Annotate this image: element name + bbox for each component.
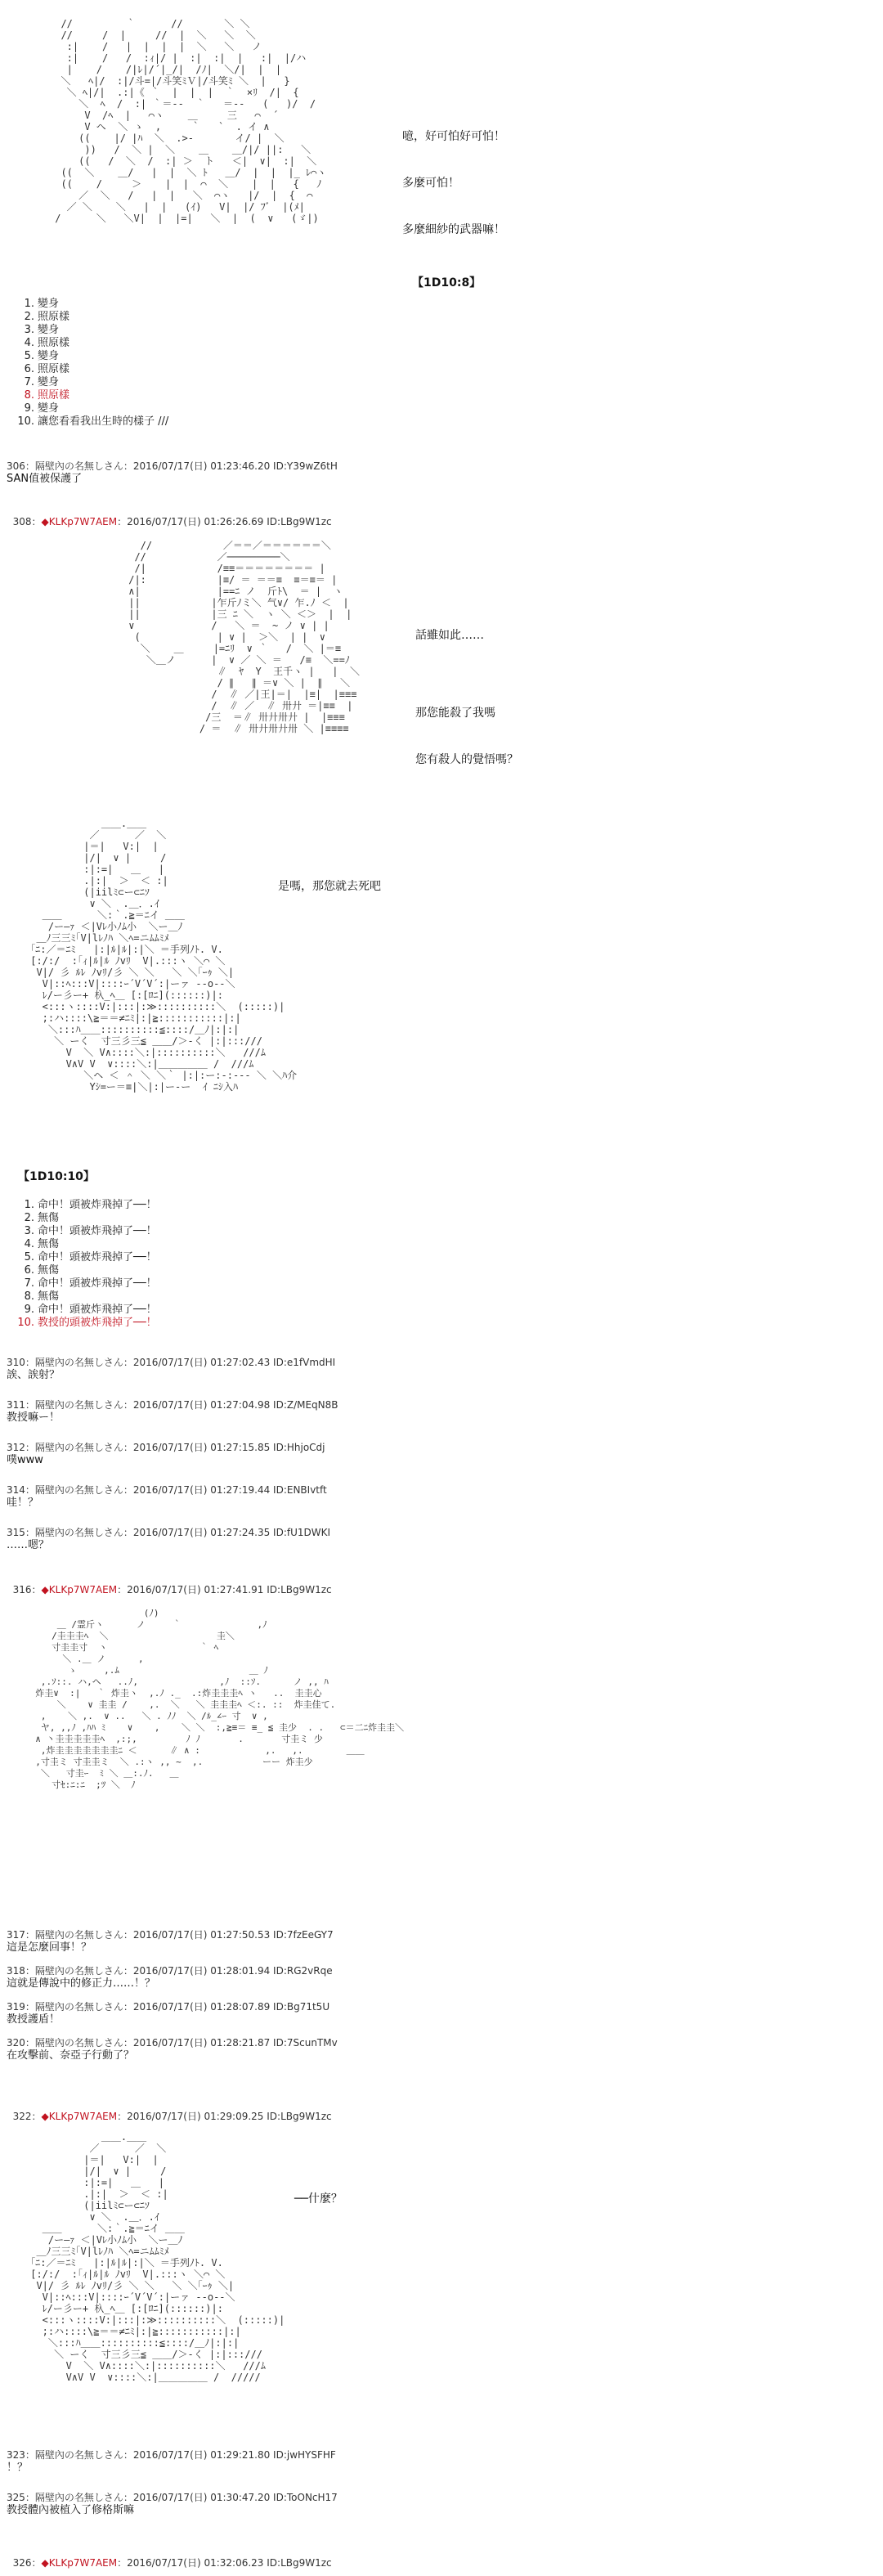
art-line: || |三 ﾆ ＼ ヽ ＼ ＜＞ | |	[123, 608, 352, 620]
dice-tag-2: 【1D10:10】	[18, 1170, 95, 1183]
ascii-art-3	[25, 818, 297, 1093]
speech-block-1	[402, 98, 505, 307]
post-body: SAN值被保護了	[7, 473, 83, 485]
art-line: V /ﾍ | ⌒ヽ ＿ 三 ⌒ ´	[49, 110, 279, 121]
art-line: // ｀ // ＼ ＼	[49, 18, 250, 29]
post	[7, 2036, 338, 2062]
posts-group-c	[7, 2448, 338, 2533]
post	[7, 1356, 338, 1382]
post-header: 318：隔壁內の名無しさん：2016/07/17(日) 01:28:01.94 ID:RG2vRqe	[7, 1965, 333, 1977]
list-item-text: 變身	[38, 298, 60, 310]
post-body: 這是怎麼回事！？	[7, 1941, 92, 1954]
post	[7, 1483, 338, 1510]
list-item	[16, 402, 168, 415]
list-item-number: 10.	[17, 1317, 34, 1329]
art-line: (( ＼ ＿/ | | ＼ ﾄ ＿/ | | |_ ﾚ⌒ヽ	[49, 167, 327, 178]
art-line: ＿＿.＿＿	[25, 818, 147, 829]
art-line: [:/:/ :｢ｨ|ﾙ|ﾙ ﾉvﾘ V|.:::ヽ ＼⌒ ＼	[25, 955, 226, 967]
speech-block-3: 是嗎，那您就去死吧	[278, 880, 381, 893]
list-item-number: 9.	[24, 402, 34, 415]
art-line: ／ ／ ＼	[25, 2143, 167, 2154]
art-line: ゝ ,.ﾑ ＿ ﾉ	[25, 1665, 268, 1676]
art-line: ＼ ＿ |=ﾆﾘ ∨ ｀ / ＼ |＝≡	[123, 643, 342, 654]
post-header: 306：隔壁內の名無しさん：2016/07/17(日) 01:23:46.20 ID:Y39wZ6tH	[7, 460, 338, 472]
list-item	[16, 350, 168, 363]
tripcode: KLKp7W7AEM	[48, 516, 118, 527]
list-item-number: 5.	[24, 1251, 34, 1263]
post-body: ！？	[7, 2462, 29, 2474]
post-number: 316：	[12, 1584, 42, 1595]
post-header: 310：隔壁內の名無しさん：2016/07/17(日) 01:27:02.43 ID:e1fVmdHI	[7, 1357, 336, 1368]
list-item-text: 照原樣	[38, 363, 70, 375]
list-item-text: 讓您看看我出生時的樣子 ///	[38, 415, 169, 428]
post-308-header	[7, 502, 332, 528]
post-body: 教授嘛ー！	[7, 1411, 61, 1424]
list-item-number: 6.	[24, 363, 34, 375]
post	[7, 1398, 338, 1425]
choice-list-1	[16, 298, 168, 429]
post	[7, 1964, 338, 1990]
tripcode: KLKp7W7AEM	[48, 2557, 118, 2569]
list-item	[16, 363, 168, 376]
list-item-number: 3.	[24, 1225, 34, 1237]
tripcode: KLKp7W7AEM	[48, 2111, 118, 2122]
art-line: ＿＿ ＼:｀.≧＝ﾆイ ＿＿	[25, 909, 185, 921]
art-line: 寸圭圭寸 ヽ ｀ ﾍ	[25, 1642, 219, 1653]
speech-block-5: ──什麼？	[294, 2192, 343, 2206]
list-item	[16, 1212, 157, 1225]
speech-line: 話雖如此……	[415, 629, 484, 642]
list-item-text: 照原樣	[38, 337, 70, 349]
post	[7, 1526, 338, 1552]
post-322-header	[7, 2097, 332, 2123]
art-line: :|:=| ＿ |	[25, 2177, 164, 2188]
list-item-number: 7.	[24, 1277, 34, 1290]
list-item	[16, 1199, 157, 1212]
art-line: / ∥ ／|王|＝| |≡| |≡≡≡	[123, 689, 357, 700]
post	[7, 2491, 338, 2517]
art-line: ( | ∨ | ＞＼ | | ∨	[123, 631, 325, 643]
choice-list-2	[16, 1199, 157, 1330]
post	[7, 1441, 338, 1467]
art-line: / ＼ ＼V| | |=| ＼ | ( ∨ (ゞ|)	[49, 213, 319, 224]
list-item	[16, 1304, 157, 1317]
art-line: , ＼ ,. ∨ .. ＼ . ﾉﾉ ＼ /ﾙ_∠ｰ 寸 ∨ ,	[25, 1711, 268, 1721]
art-line: ｢ﾆ:／＝ﾆﾐ |:|ﾙ|ﾙ|:|＼ ＝手列ﾉﾄ. V.	[25, 2257, 223, 2269]
speech-line: 那您能殺了我嗎	[415, 707, 495, 720]
art-line: / ∥ ／ ∥ 卅廾 ＝|≡≡ |	[123, 700, 353, 711]
art-line: ／ ＼ / | | ＼ ⌒ヽ |/ | { ⌒	[49, 190, 313, 201]
post-body: ……嗯？	[7, 1539, 50, 1551]
speech-line: 多麼細紗的武器嘛！	[402, 223, 505, 236]
list-item-text: 命中！頭被炸飛掉了──！	[38, 1199, 157, 1211]
art-line: ヤ, ,,ﾉ ,ﾊﾊ ﾐ ∨ , ＼ ＼ :,≧≡＝ ≡_ ≦ 圭少 . . ⊂＝二ﾆ炸圭圭＼	[25, 1722, 405, 1733]
art-line: ,寸圭ミ 寸圭圭ミ ＼ .:ヽ ,, ~ ,. ーー 炸圭少	[25, 1757, 313, 1767]
art-line: /|: |≡/ ＝ ＝＝≡ ≡＝≡＝ |	[123, 574, 338, 586]
list-item	[16, 1225, 157, 1238]
post-header: 312：隔壁內の名無しさん：2016/07/17(日) 01:27:15.85 ID:HhjoCdj	[7, 1442, 325, 1453]
list-item-number: 7.	[24, 376, 34, 388]
art-line: ＼ ∨ 圭圭 / ,. ＼ ＼ 圭圭圭ﾍ ＜:. :: 炸圭佳て.	[25, 1699, 336, 1710]
list-item	[16, 1317, 157, 1330]
ascii-art-1	[49, 18, 326, 224]
speech-line: 噫，好可怕好可怕！	[402, 130, 505, 143]
speech-block-2	[415, 597, 518, 783]
art-line: (ﾉ)	[25, 1608, 159, 1618]
art-line: ＼ .＿ ノ ,	[25, 1654, 144, 1664]
post	[7, 2448, 338, 2475]
post-meta: ：2016/07/17(日) 01:29:09.25 ID:LBg9W1zc	[117, 2111, 332, 2122]
art-line: ∨ ＼ .＿．.ｲ	[25, 2211, 159, 2223]
art-line: /ー―ｧ ＜|Vﾚ小ﾉﾑ小 ＼ー＿ﾉ	[25, 921, 183, 932]
art-line: ﾚ/ー彡ー+ 杁_ﾍ＿ [:[ﾛﾆ](::::::)|:	[25, 2303, 223, 2314]
post-306	[7, 460, 338, 486]
list-item	[16, 1277, 157, 1290]
post-number: 322：	[12, 2111, 42, 2122]
posts-group-b	[7, 1928, 338, 2072]
art-line: ;:ハ::::\≧＝＝≠ﾆﾐ|:|≧:::::::::::|:|	[25, 1012, 241, 1024]
list-item-number: 1.	[24, 298, 34, 310]
art-line: ＼ ﾍ / :| ｀＝-- ｀ ＝-- ( )/ /	[49, 98, 316, 110]
list-item-number: 8.	[24, 389, 34, 402]
post-header: 314：隔壁內の名無しさん：2016/07/17(日) 01:27:19.44 ID:ENBIvtft	[7, 1484, 327, 1496]
list-item-number: 1.	[24, 1199, 34, 1211]
list-item-number: 2.	[24, 311, 34, 323]
art-line: ＿＿.＿＿	[25, 2131, 147, 2143]
post-body: 這就是傳說中的修正力……！？	[7, 1977, 156, 1990]
art-line: ＿ﾉ三三ﾐ｢V|lﾚﾉﾊ ＼ﾍ=ニﾑﾑﾐﾒ	[25, 932, 169, 944]
art-line: 寸ｾ:ﾆ:ﾆ ;ﾂ ＼ ﾉ	[25, 1779, 136, 1790]
list-item-text: 命中！頭被炸飛掉了──！	[38, 1304, 157, 1316]
list-item-text: 照原樣	[38, 389, 70, 402]
list-item-number: 10.	[17, 415, 34, 428]
art-line: ;:ハ::::\≧＝＝≠ﾆﾐ|:|≧:::::::::::|:|	[25, 2326, 241, 2337]
post-body: 教授體內被植入了修格斯嘛	[7, 2504, 135, 2516]
art-line: || |乍斤ﾉミ＼ 气∨/ 乍.ﾉ ＜ |	[123, 597, 349, 608]
list-item-number: 3.	[24, 324, 34, 336]
list-item	[16, 337, 168, 350]
list-item-text: 無傷	[38, 1264, 60, 1277]
list-item	[16, 1264, 157, 1277]
list-item	[16, 1238, 157, 1251]
post-body: 在攻擊前、奈亞子行動了？	[7, 2049, 135, 2062]
art-line: Yｼ=ー＝≡|＼|:|ー-ー ｲ ﾆｼ入ﾊ	[25, 1081, 238, 1093]
art-line: |＝| V:| |	[25, 2154, 159, 2165]
post-header: 317：隔壁內の名無しさん：2016/07/17(日) 01:27:50.53 ID:7fzEeGY7	[7, 1929, 334, 1941]
list-item-number: 4.	[24, 337, 34, 349]
art-line: V ＼ V∧::::＼:|::::::::::＼ ///ﾑ	[25, 1047, 266, 1058]
art-line: ∧ 丶圭圭圭圭圭ﾍ ,:;, ﾉ ﾉ . 寸圭ミ 少	[25, 1734, 323, 1744]
list-item-number: 5.	[24, 350, 34, 362]
art-line: V∧V V ∨::::＼:|＿＿＿＿＿ / ///ﾑ	[25, 1058, 254, 1070]
post-header: 319：隔壁內の名無しさん：2016/07/17(日) 01:28:07.89 ID:Bg71t5U	[7, 2001, 330, 2013]
speech-line: 您有殺人的覺悟嗎？	[415, 753, 518, 766]
list-item-number: 9.	[24, 1304, 34, 1316]
list-item-text: 教授的頭被炸飛掉了──！	[38, 1317, 157, 1329]
art-line: <:::ヽ::::V:|:::|:≫::::::::::＼ (:::::)|	[25, 2314, 285, 2326]
list-item-number: 2.	[24, 1212, 34, 1224]
list-item	[16, 1251, 157, 1264]
art-line: V|/ 彡 ﾙﾚ ﾉvﾘ/彡 ＼ ＼ ＼ ＼｢ｰｩ ＼|	[25, 967, 235, 978]
art-line: V ＼ V∧::::＼:|::::::::::＼ ///ﾑ	[25, 2360, 266, 2372]
art-line: ／ ／ ＼	[25, 829, 167, 841]
art-line: ＼ ーく 寸三彡三≦ ＿＿/＞-く |:|:::///	[25, 1035, 262, 1047]
art-line: / ＝ ∥ 卅廾卅廾卅 ＼ |≡≡≡≡	[123, 723, 349, 734]
post-number: 326：	[12, 2557, 42, 2569]
post-326-header	[7, 2543, 332, 2569]
art-line: V|/ 彡 ﾙﾚ ﾉvﾘ/彡 ＼ ＼ ＼ ＼｢ｰｩ ＼|	[25, 2280, 235, 2291]
art-line: ＼:::ﾊ＿＿::::::::::≦::::/＿ﾉ|:|:|	[25, 2337, 240, 2349]
list-item-number: 6.	[24, 1264, 34, 1277]
art-line: ＼ ﾍ|/| .:|《 ｀ | | | ｀ ×ﾘ /| {	[49, 87, 299, 98]
list-item-text: 變身	[38, 402, 60, 415]
post-body: 噗www	[7, 1454, 43, 1466]
post-number: 308：	[12, 516, 42, 527]
list-item	[16, 298, 168, 311]
post-meta: ：2016/07/17(日) 01:26:26.69 ID:LBg9W1zc	[117, 516, 332, 527]
dice-tag: 【1D10:8】	[412, 276, 482, 289]
art-line: ＼ヘ ＜ ＾ ＼ ＼｀ |:|:ー:-:--- ＼ ＼ﾊ介	[25, 1070, 298, 1081]
art-line: ∥ ﾔ Y 王千ヽ | | ＼	[123, 666, 360, 677]
list-item	[16, 1290, 157, 1304]
art-line: ﾚ/ー彡ー+ 杁_ﾍ＿ [:[ﾛﾆ](::::::)|:	[25, 990, 223, 1001]
art-line: / ∥ ∥ ＝∨ ＼ | ∥ ＼	[123, 677, 350, 689]
art-line: 炸圭∨ :| ｀ 炸圭ヽ ,.ﾉ ._ .:炸圭圭圭ﾍ ヽ .. 圭圭心	[25, 1688, 322, 1699]
art-line: V|::ﾍ:::V|::::ｰ´V´V´:|ーァ --o--＼	[25, 978, 235, 990]
tripcode: KLKp7W7AEM	[48, 1584, 118, 1595]
art-line: :| / / :ｨ|/ | :| :| | :| |/ハ	[49, 52, 307, 64]
post	[7, 1928, 338, 1954]
art-line: ∧| |==ﾆ ノ 斤ﾄ\ ＝ | ヽ	[123, 586, 343, 597]
art-line: (( / ＞ | | ⌒ ＼ | | { ﾉ	[49, 178, 322, 190]
list-item-number: 4.	[24, 1238, 34, 1250]
speech-line: 多麼可怕！	[402, 177, 459, 190]
art-line: (( |/ |ﾊ ＼ .>- イ/ | ＼	[49, 132, 285, 144]
art-line: ＼:::ﾊ＿＿::::::::::≦::::/＿ﾉ|:|:|	[25, 1024, 240, 1035]
art-line: (( / ＼ / :| ＞ ト ＜| ∨| :| ＼	[49, 155, 317, 167]
post-meta: ：2016/07/17(日) 01:27:41.91 ID:LBg9W1zc	[117, 1584, 332, 1595]
list-item-text: 命中！頭被炸飛掉了──！	[38, 1277, 157, 1290]
list-item-text: 變身	[38, 324, 60, 336]
post	[7, 2000, 338, 2026]
art-line: ＼＿ノ | ∨ ／ ＼ ＝ /≡ ＼==ﾉ	[123, 654, 350, 666]
trip-diamond-icon: ◆	[41, 1584, 49, 1595]
list-item	[16, 376, 168, 389]
ascii-art-5	[25, 2131, 285, 2383]
art-line: [:/:/ :｢ｨ|ﾙ|ﾙ ﾉvﾘ V|.:::ヽ ＼⌒ ＼	[25, 2269, 226, 2280]
art-line: |＝| V:| |	[25, 841, 159, 852]
post-header: 325：隔壁內の名無しさん：2016/07/17(日) 01:30:47.20 ID:ToONcH17	[7, 2492, 338, 2503]
art-line: ∨ / ＼ ＝ ~ ノ ∨ | |	[123, 620, 329, 631]
art-line: :|:=| ＿ |	[25, 864, 164, 875]
art-line: |/| ∨ | /	[25, 852, 167, 864]
post-body: 哇！？	[7, 1497, 39, 1509]
art-line: :| / | | | | ＼ ＼ ノ	[49, 41, 262, 52]
art-line: ＼ ーく 寸三彡三≦ ＿＿/＞-く |:|:::///	[25, 2349, 262, 2360]
art-line: ｢ﾆ:／＝ﾆﾐ |:|ﾙ|ﾙ|:|＼ ＝手列ﾉﾄ. V.	[25, 944, 223, 955]
art-line: ＼ ﾍ|/ :|/斗=|/斗笑ﾐＶ|/斗笑ﾐ ＼ | }	[49, 75, 290, 87]
trip-diamond-icon: ◆	[41, 516, 49, 527]
post-316-header	[7, 1570, 332, 1596]
list-item-text: 變身	[38, 350, 60, 362]
list-item-text: 照原樣	[38, 311, 70, 323]
post-meta: ：2016/07/17(日) 01:32:06.23 ID:LBg9W1zc	[117, 2557, 332, 2569]
list-item-text: 命中！頭被炸飛掉了──！	[38, 1251, 157, 1263]
trip-diamond-icon: ◆	[41, 2557, 49, 2569]
art-line: ＼ 寸圭ｰ ﾐ ＼ ＿:.ﾉ. ＿	[25, 1768, 179, 1779]
posts-group-a	[7, 1356, 338, 1568]
list-item-text: 無傷	[38, 1212, 60, 1224]
art-line: // ／─────────＼	[123, 551, 290, 563]
art-line: // / | // | ＼ ＼ ＼	[49, 29, 256, 41]
art-line: )) / ＼ | ＼ ＿ ＿/|/ ||: ＼	[49, 144, 312, 155]
art-line: |/| ∨ | /	[25, 2165, 167, 2177]
art-line: .|:| ＞ ＜ :|	[25, 875, 168, 886]
art-line: <:::ヽ::::V:|:::|:≫::::::::::＼ (:::::)|	[25, 1001, 285, 1012]
list-item-number: 8.	[24, 1290, 34, 1303]
post-body: 教授護盾！	[7, 2013, 61, 2026]
list-item-text: 命中！頭被炸飛掉了──！	[38, 1225, 157, 1237]
art-line: ,炸圭圭圭圭圭圭圭ﾆ ＜ ∥ ∧ : ,. ,. ＿＿	[25, 1745, 365, 1756]
art-line: /三 ＝∥ 卅廾卅廾 | |≡≡≡	[123, 711, 345, 723]
art-line: /| /≡≡＝＝＝＝＝＝＝＝ |	[123, 563, 325, 574]
art-line: /圭圭圭ﾍ ＼ 圭＼	[25, 1631, 235, 1641]
list-item	[16, 324, 168, 337]
art-line: ＿ﾉ三三ﾐ｢V|lﾚﾉﾊ ＼ﾍ=ニﾑﾑﾐﾒ	[25, 2246, 169, 2257]
list-item-text: 變身	[38, 376, 60, 388]
list-item-text: 無傷	[38, 1238, 60, 1250]
art-line: ∨ ＼ .＿．.ｲ	[25, 898, 159, 909]
art-line: (|iilﾐ⊂ー⊂ﾆｿ	[25, 2200, 150, 2211]
art-line: ／ ＼ ＼ | | (ｲ) V| |/ ﾌﾞ |(ﾒ|	[49, 201, 305, 213]
art-line: ＿ /霊斤ヽ ノ ｀ ,ﾉ	[25, 1619, 267, 1630]
art-line: | / /|ﾚ|/´|_/| /ﾉ| ＼/| | |	[49, 64, 282, 75]
art-line: ,.ｿ::. ハ,ヘ ..ﾉ, ,ﾉ ::ｿ. ノ ,, ﾊ	[25, 1676, 329, 1687]
art-line: V ヘ ＼ ゝ , ｀ ` . イ ∧	[49, 121, 270, 132]
art-line: V|::ﾍ:::V|::::ｰ´V´V´:|ーァ --o--＼	[25, 2291, 235, 2303]
trip-diamond-icon: ◆	[41, 2111, 49, 2122]
post-header: 315：隔壁內の名無しさん：2016/07/17(日) 01:27:24.35 ID:fU1DWKI	[7, 1527, 331, 1538]
art-line: // ／＝＝／＝＝＝＝＝＝＼	[123, 540, 331, 551]
list-item	[16, 311, 168, 324]
art-line: (|iilﾐ⊂ー⊂ﾆｿ	[25, 886, 150, 898]
art-line: ＿＿ ＼:｀.≧＝ﾆイ ＿＿	[25, 2223, 185, 2234]
list-item	[16, 389, 168, 402]
post-body: 誒、誒射？	[7, 1369, 61, 1381]
ascii-art-4	[25, 1608, 404, 1791]
post-header: 323：隔壁內の名無しさん：2016/07/17(日) 01:29:21.80 ID:jwHYSFHF	[7, 2449, 336, 2461]
list-item	[16, 415, 168, 429]
post-header: 311：隔壁內の名無しさん：2016/07/17(日) 01:27:04.98 ID:Z/MEqN8B	[7, 1399, 338, 1411]
art-line: .|:| ＞ ＜ :|	[25, 2188, 168, 2200]
ascii-art-2	[123, 540, 360, 734]
art-line: V∧V V ∨::::＼:|＿＿＿＿＿ / /////	[25, 2372, 261, 2383]
art-line: /ー―ｧ ＜|Vﾚ小ﾉﾑ小 ＼ー＿ﾉ	[25, 2234, 183, 2246]
post-header: 320：隔壁內の名無しさん：2016/07/17(日) 01:28:21.87 ID:7ScunTMv	[7, 2037, 338, 2049]
list-item-text: 無傷	[38, 1290, 60, 1303]
